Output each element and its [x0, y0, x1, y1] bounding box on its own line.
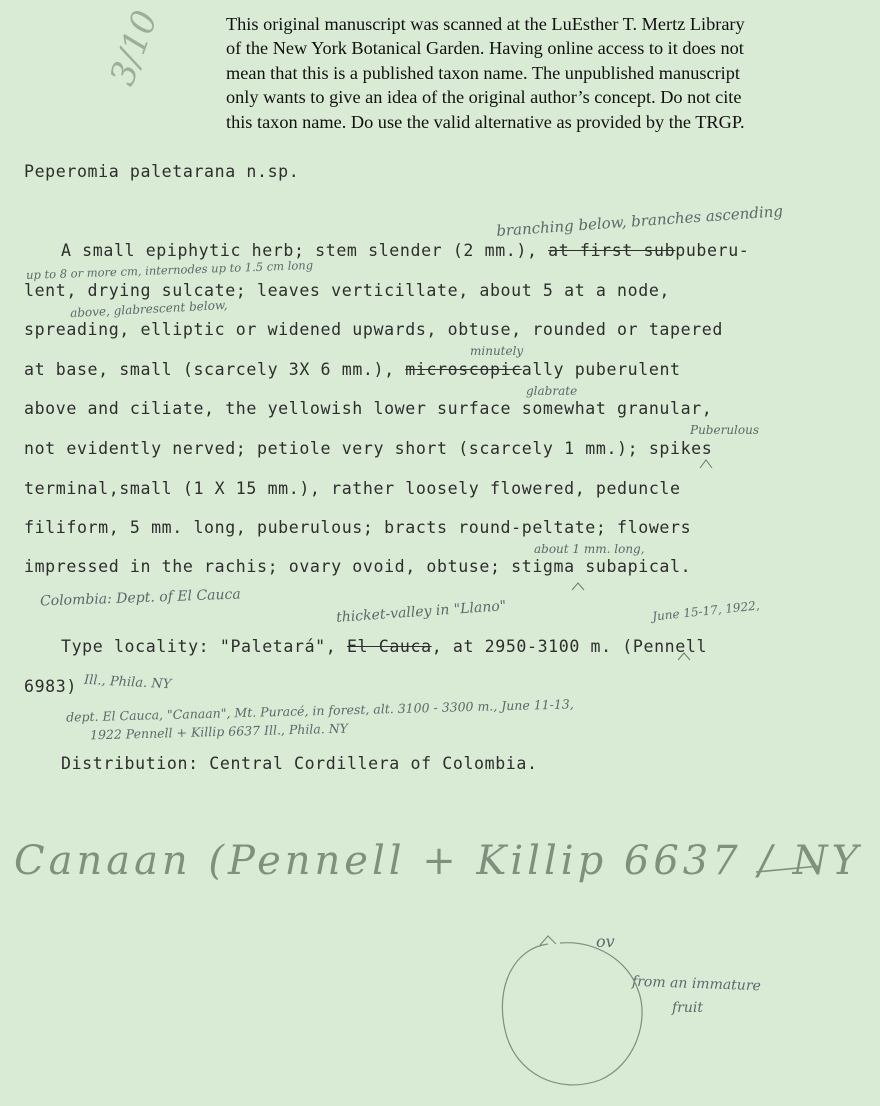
insertion-caret [572, 583, 584, 590]
description-line-3: spreading, elliptic or widened upwards, obtuse, rounded or tapered [24, 320, 723, 339]
annotation-branching: branching below, branches ascending [495, 202, 784, 240]
annotation-june-15-17: June 15-17, 1922, [651, 598, 761, 624]
fruit-outline [502, 943, 642, 1085]
big-canaan-strike [756, 866, 820, 872]
insertion-caret [678, 653, 690, 660]
annotation-glabrate: glabrate [526, 384, 578, 398]
annotation-immature-line-1: from an immature [631, 973, 762, 995]
description-line-4: at base, small (scarcely 3X 6 mm.), microscopically puberulent [24, 360, 681, 379]
distribution-value: Central Cordillera of Colombia. [198, 754, 538, 773]
description-line-2: lent, drying sulcate; leaves verticillate, about 5 at a node, [24, 281, 671, 300]
type-locality: Type locality: "Paletará", El Cauca, at 2950-3100 m. (Pennell [61, 637, 708, 656]
notice-line: only wants to give an idea of the original author’s concept. Do not cite [226, 87, 742, 108]
annotation-immature-line-2: fruit [672, 1000, 703, 1016]
description-line-6: not evidently nerved; petiole very short (scarcely 1 mm.); spikes [24, 439, 713, 458]
annotation-minutely: minutely [470, 344, 524, 358]
notice-line: This original manuscript was scanned at the LuEsther T. Mertz Library [226, 14, 745, 34]
fruit-tip [540, 936, 556, 945]
type-locality-label: Type locality: [61, 637, 210, 656]
annotation-internodes: up to 8 or more cm, internodes up to 1.5 cm long [25, 257, 314, 283]
description-line-7: terminal,small (1 X 15 mm.), rather loosely flowered, peduncle [24, 479, 681, 498]
annotation-canaan-large: Canaan (Pennell + Killip 6637 / NY [14, 838, 862, 884]
notice-line: of the New York Botanical Garden. Having online access to it does not [226, 38, 744, 59]
notice-line: this taxon name. Do use the valid alternative as provided by the TRGP. [226, 111, 745, 132]
annotation-above-glabrescent: above, glabrescent below, [69, 297, 228, 321]
description-line-1: A small epiphytic herb; stem slender (2 mm.), at first subpuberu- [61, 241, 750, 260]
annotation-canaan-line-2: 1922 Pennell + Killip 6637 Ill., Phila. NY [89, 720, 349, 743]
type-locality-line-2: 6983) [24, 677, 77, 696]
annotation-about-long: about 1 mm. long, [534, 542, 645, 556]
distribution-label: Distribution: [61, 754, 199, 773]
description-line-5: above and ciliate, the yellowish lower surface somewhat granular, [24, 399, 713, 418]
corner-pencil-mark: 3/10 [102, 5, 167, 91]
annotation-thicket: thicket-valley in "Llano" [335, 598, 507, 626]
annotation-puberulous: Puberulous [690, 423, 759, 437]
insertion-caret [700, 460, 712, 468]
struck-text: microscopic [405, 360, 522, 379]
struck-text: El Cauca [346, 637, 432, 656]
annotation-ill-phila: Ill., Phila. NY [83, 672, 172, 693]
description-line-9: impressed in the rachis; ovary ovoid, obtuse; stigma subapical. [24, 557, 692, 576]
description-line-8: filiform, 5 mm. long, puberulous; bracts round-peltate; flowers [24, 518, 692, 537]
notice-line: mean that this is a published taxon name. The unpublished manuscript [226, 62, 740, 83]
annotation-colombia: Colombia: Dept. of El Cauca [39, 586, 241, 610]
annotation-ov: ov [596, 932, 615, 951]
annotation-canaan-line-1: dept. El Cauca, "Canaan", Mt. Puracé, in forest, alt. 3100 - 3300 m., June 11-13, [65, 696, 574, 725]
species-title: Peperomia paletarana n.sp. [24, 162, 300, 181]
struck-text: at first sub [548, 241, 676, 260]
